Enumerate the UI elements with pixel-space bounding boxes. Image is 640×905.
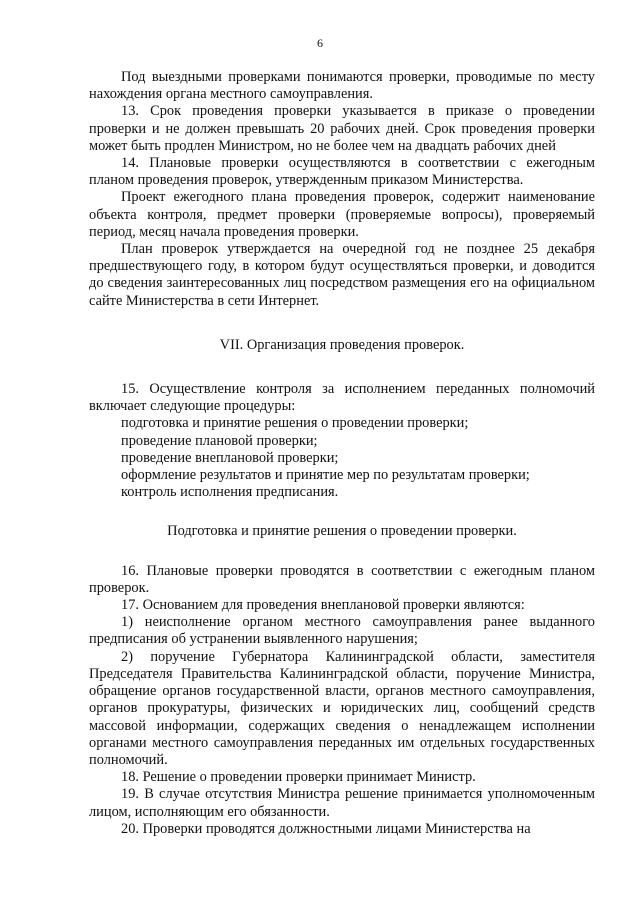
paragraph-20: 20. Проверки проводятся должностными лицами Министерства на (121, 820, 531, 837)
list-item: проведение плановой проверки; (121, 432, 318, 449)
paragraph-18: 18. Решение о проведении проверки принимает Министр. (121, 769, 476, 786)
paragraph-17-item-1: 1) неисполнение органом местного самоуправления ранее выданного предписания об устранении выявленного нарушения; (89, 614, 595, 648)
spacer (89, 310, 595, 337)
spacer (89, 541, 595, 563)
paragraph-15: 15. Осуществление контроля за исполнением переданных полномочий включает следующие процедуры: (89, 381, 595, 415)
spacer (89, 501, 595, 523)
paragraph-plan-approval: План проверок утверждается на очередной год не позднее 25 декабря предшествующего году, в котором будут осуществляться проверки, и доводится до сведения заинтересованных лиц посредством размещения его на официальном сайте Министерства в сети Интернет. (89, 241, 595, 309)
document-body (89, 69, 595, 838)
paragraph-field-checks-definition: Под выездными проверками понимаются проверки, проводимые по месту нахождения органа местного самоуправления. (89, 69, 595, 103)
paragraph-13: 13. Срок проведения проверки указывается в приказе о проведении проверки и не должен превышать 20 рабочих дней. Срок проведения проверки может быть продлен Министром, но не более чем на двадцать рабочих дней (89, 103, 595, 154)
list-item: проведение внеплановой проверки; (121, 449, 339, 466)
spacer (89, 354, 595, 381)
paragraph-14: 14. Плановые проверки осуществляются в соответствии с ежегодным планом проведения проверок, утвержденным приказом Министерства. (89, 155, 595, 189)
section-heading-vii: VII. Организация проведения проверок. (219, 336, 465, 353)
subsection-heading-preparation: Подготовка и принятие решения о проведении проверки. (167, 523, 517, 540)
paragraph-16: 16. Плановые проверки проводятся в соответствии с ежегодным планом проверок. (89, 562, 595, 596)
paragraph-17: 17. Основанием для проведения внеплановой проверки являются: (121, 597, 525, 614)
list-item: подготовка и принятие решения о проведении проверки; (121, 415, 469, 432)
list-item: контроль исполнения предписания. (121, 484, 339, 501)
paragraph-19: 19. В случае отсутствия Министра решение принимается уполномоченным лицом, исполняющим его обязанности. (89, 786, 595, 820)
paragraph-17-item-2: 2) поручение Губернатора Калининградской области, заместителя Председателя Правительства Калининградской области, поручение Министра, обращение органов государственной власти, органов местного самоуправления, органов прокуратуры, физических и юридических лиц, сообщений средств массовой информации, содержащих сведения о ненадлежащем исполнении органами местного самоуправления переданных им отдельных государственных полномочий. (89, 648, 595, 768)
list-item: оформление результатов и принятие мер по результатам проверки; (121, 467, 530, 484)
page-number: 6 (317, 36, 323, 50)
paragraph-annual-plan-draft: Проект ежегодного плана проведения проверок, содержит наименование объекта контроля, предмет проверки (проверяемые вопросы), проверяемый период, месяц начала проведения проверки. (89, 189, 595, 240)
